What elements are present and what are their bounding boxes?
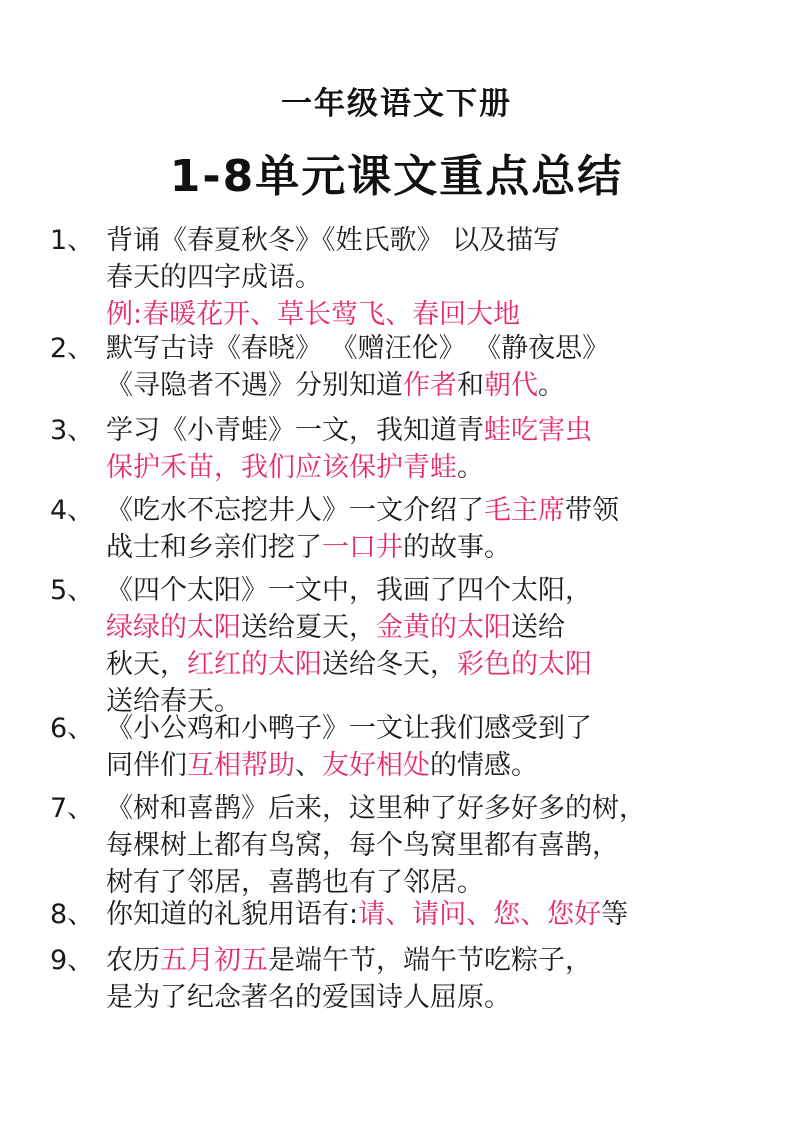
item-number: 5、 (50, 575, 95, 606)
body-text: 战士和乡亲们挖了 (106, 532, 322, 563)
highlight-text: 毛主席 (484, 495, 565, 526)
document-subtitle: 一年级语文下册 (281, 86, 512, 122)
body-text: 送给 (511, 612, 565, 643)
body-text: 背诵《春夏秋冬》《姓氏歌》 以及描写 (106, 225, 561, 256)
text-line (106, 827, 786, 864)
document-title: 1-8单元课文重点总结 (169, 151, 624, 202)
text-line (106, 529, 786, 566)
item-number: 2、 (50, 333, 95, 364)
text-line (106, 367, 786, 404)
highlight-text: 彩色的太阳 (457, 649, 592, 680)
body-text: 送给春天。 (106, 686, 241, 717)
text-line (106, 747, 786, 784)
body-text: 《树和喜鹊》后来，这里种了好多好多的树， (106, 793, 646, 824)
item-number: 6、 (50, 713, 95, 744)
body-text: 每棵树上都有鸟窝，每个鸟窝里都有喜鹊， (106, 830, 619, 861)
body-text: 春天的四字成语。 (106, 262, 322, 293)
item-text (106, 222, 786, 333)
highlight-text: 互相帮助 (187, 750, 295, 781)
item-number: 3、 (50, 415, 95, 446)
body-text: 学习《小青蛙》一文，我知道青 (106, 415, 484, 446)
body-text: 的情感。 (430, 750, 538, 781)
item-number: 4、 (50, 495, 95, 526)
highlight-text: 蛙吃害虫 (484, 415, 592, 446)
text-line (106, 296, 786, 333)
highlight-text: 例:春暖花开、草长莺飞、春回大地 (106, 299, 521, 330)
text-line (106, 790, 786, 827)
body-text: 和 (457, 370, 484, 401)
text-line (106, 609, 786, 646)
body-text: 你知道的礼貌用语有: (106, 899, 359, 930)
text-line (106, 492, 786, 529)
body-text: 《小公鸡和小鸭子》一文让我们感受到了 (106, 713, 592, 744)
body-text: 。 (538, 370, 565, 401)
item-text (106, 572, 786, 720)
text-line (106, 449, 786, 486)
body-text: 树有了邻居，喜鹊也有了邻居。 (106, 867, 484, 898)
body-text: 农历 (106, 945, 160, 976)
highlight-text: 作者 (403, 370, 457, 401)
highlight-text: 一口井 (322, 532, 403, 563)
highlight-text: 五月初五 (160, 945, 268, 976)
text-line (106, 572, 786, 609)
item-text (106, 896, 786, 933)
body-text: 等 (601, 899, 629, 930)
text-line (106, 330, 786, 367)
text-line (106, 646, 786, 683)
body-text: 《四个太阳》一文中，我画了四个太阳， (106, 575, 592, 606)
item-number: 1、 (50, 225, 95, 256)
highlight-text: 朝代 (484, 370, 538, 401)
body-text: 默写古诗《春晓》 《赠汪伦》 《静夜思》 (106, 333, 610, 364)
text-line (106, 412, 786, 449)
item-text (106, 710, 786, 784)
body-text: 的故事。 (403, 532, 511, 563)
text-line (106, 896, 786, 933)
body-text: 。 (457, 452, 484, 483)
text-line (106, 942, 786, 979)
item-number: 7、 (50, 793, 95, 824)
highlight-text: 友好相处 (322, 750, 430, 781)
item-text (106, 790, 786, 901)
highlight-text: 请、请问、您、您好 (358, 899, 602, 930)
highlight-text: 保护禾苗，我们应该保护青蛙 (106, 452, 457, 483)
item-text (106, 330, 786, 404)
text-line (106, 979, 786, 1016)
body-text: 秋天， (106, 649, 187, 680)
highlight-text: 绿绿的太阳 (106, 612, 241, 643)
body-text: 《寻隐者不遇》分别知道 (106, 370, 403, 401)
body-text: 是端午节，端午节吃粽子， (268, 945, 592, 976)
highlight-text: 红红的太阳 (187, 649, 322, 680)
text-line (106, 222, 786, 259)
item-number: 8、 (50, 899, 95, 930)
body-text: 带领 (565, 495, 619, 526)
item-text (106, 942, 786, 1016)
item-text (106, 492, 786, 566)
body-text: 《吃水不忘挖井人》一文介绍了 (106, 495, 484, 526)
item-number: 9、 (50, 945, 95, 976)
highlight-text: 金黄的太阳 (376, 612, 511, 643)
body-text: 送给冬天， (322, 649, 457, 680)
text-line (106, 710, 786, 747)
body-text: 是为了纪念著名的爱国诗人屈原。 (106, 982, 511, 1013)
body-text: 送给夏天， (241, 612, 376, 643)
text-line (106, 259, 786, 296)
body-text: 、 (295, 750, 322, 781)
body-text: 同伴们 (106, 750, 187, 781)
item-text (106, 412, 786, 486)
